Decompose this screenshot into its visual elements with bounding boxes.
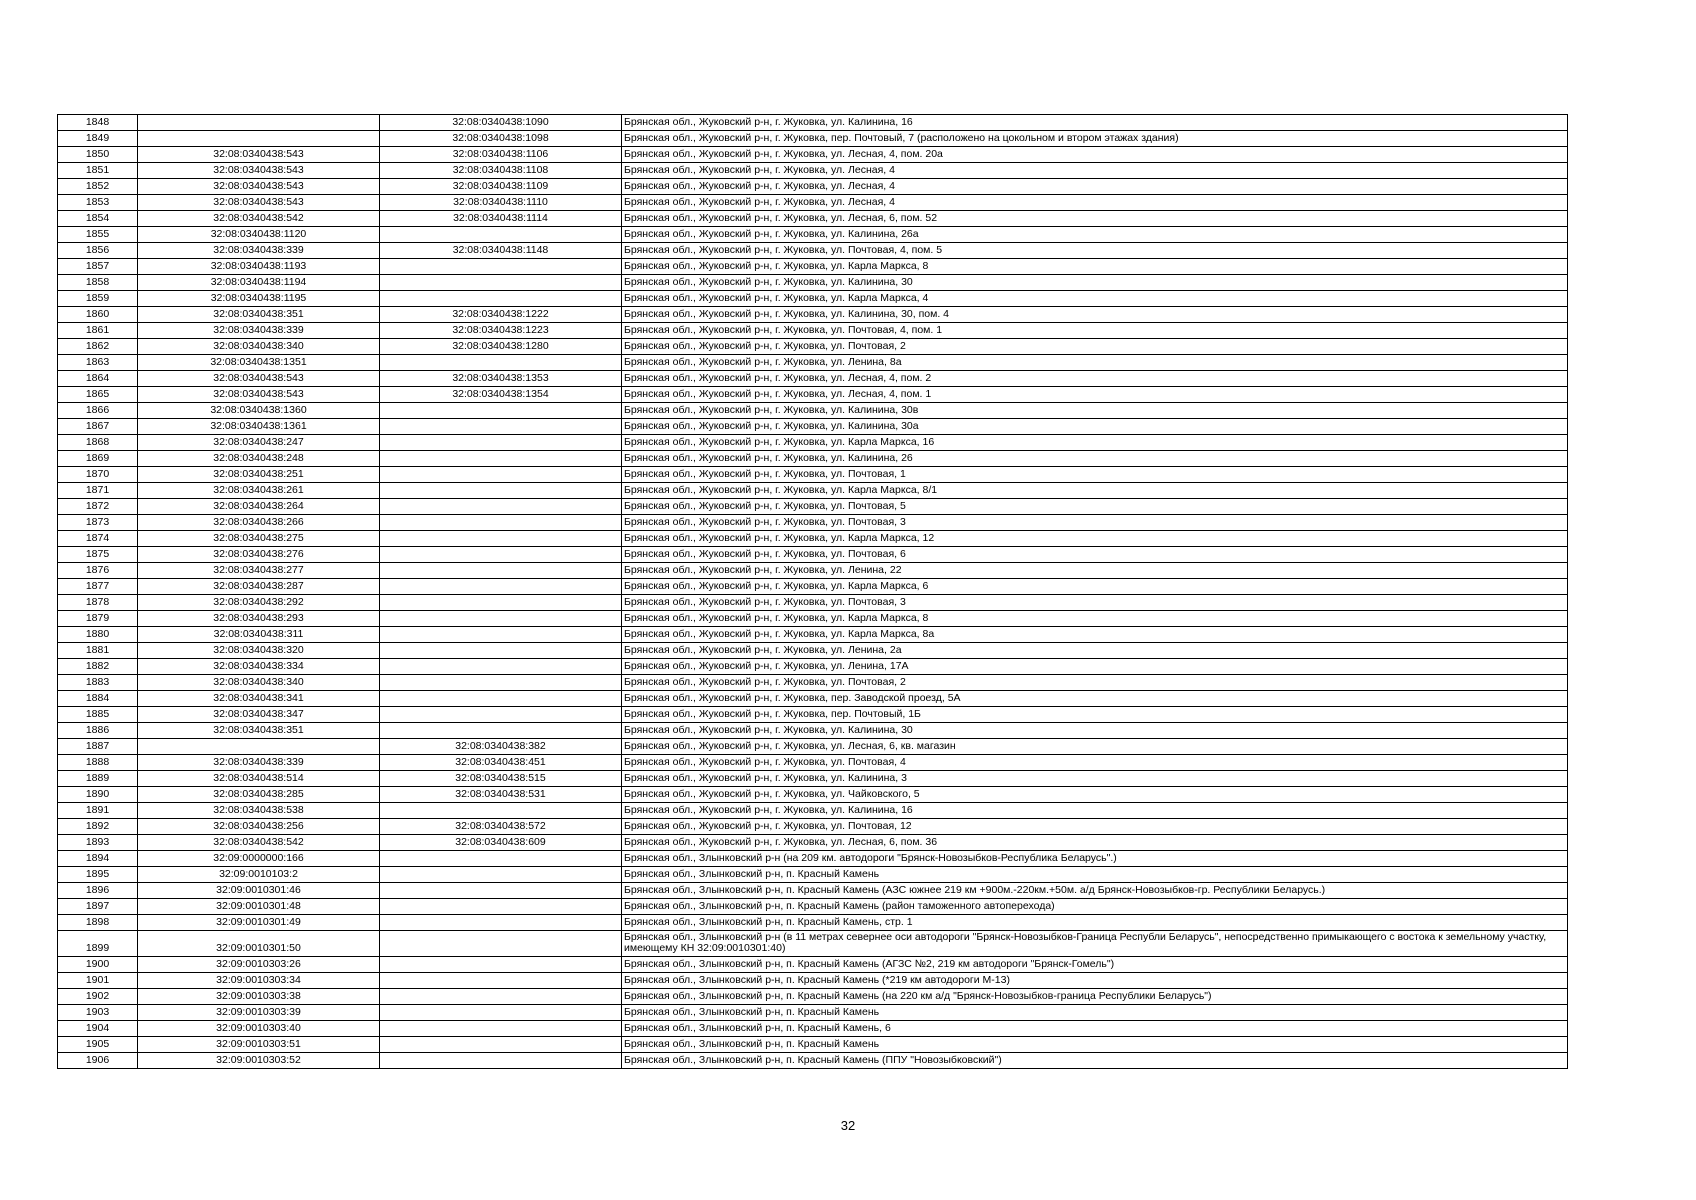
row-number-cell: 1873 [58, 515, 138, 531]
premises-cadastral-number-cell [380, 563, 622, 579]
row-number-cell: 1898 [58, 915, 138, 931]
premises-cadastral-number-cell: 32:08:0340438:1280 [380, 339, 622, 355]
address-cell: Брянская обл., Злынковский р-н, п. Красный Камень (АГЗС №2, 219 км автодороги "Брянск-Гомель") [622, 957, 1568, 973]
premises-cadastral-number-cell [380, 435, 622, 451]
premises-cadastral-number-cell [380, 899, 622, 915]
cadastral-number-cell [138, 131, 380, 147]
table-row [58, 627, 1568, 643]
address-cell: Брянская обл., Жуковский р-н, г. Жуковка, ул. Почтовая, 3 [622, 595, 1568, 611]
cadastral-number-cell: 32:08:0340438:1360 [138, 403, 380, 419]
table-row [58, 275, 1568, 291]
table-row [58, 915, 1568, 931]
row-number-cell: 1848 [58, 115, 138, 131]
cadastral-number-cell [138, 115, 380, 131]
address-cell: Брянская обл., Жуковский р-н, г. Жуковка, ул. Калинина, 26а [622, 227, 1568, 243]
cadastral-number-cell: 32:09:0010103:2 [138, 867, 380, 883]
premises-cadastral-number-cell: 32:08:0340438:1223 [380, 323, 622, 339]
cadastral-number-cell: 32:08:0340438:264 [138, 499, 380, 515]
row-number-cell: 1867 [58, 419, 138, 435]
premises-cadastral-number-cell [380, 275, 622, 291]
premises-cadastral-number-cell [380, 1021, 622, 1037]
premises-cadastral-number-cell [380, 989, 622, 1005]
table-row [58, 931, 1568, 957]
premises-cadastral-number-cell [380, 1005, 622, 1021]
table-row [58, 1037, 1568, 1053]
table-row [58, 973, 1568, 989]
row-number-cell: 1905 [58, 1037, 138, 1053]
row-number-cell: 1865 [58, 387, 138, 403]
row-number-cell: 1864 [58, 371, 138, 387]
premises-cadastral-number-cell [380, 931, 622, 957]
premises-cadastral-number-cell: 32:08:0340438:1090 [380, 115, 622, 131]
premises-cadastral-number-cell [380, 867, 622, 883]
address-cell: Брянская обл., Жуковский р-н, г. Жуковка, ул. Карла Маркса, 8/1 [622, 483, 1568, 499]
premises-cadastral-number-cell [380, 659, 622, 675]
row-number-cell: 1881 [58, 643, 138, 659]
row-number-cell: 1889 [58, 771, 138, 787]
address-cell: Брянская обл., Жуковский р-н, г. Жуковка, пер. Заводской проезд, 5А [622, 691, 1568, 707]
cadastral-number-cell: 32:09:0010301:46 [138, 883, 380, 899]
address-cell: Брянская обл., Жуковский р-н, г. Жуковка, ул. Калинина, 30 [622, 723, 1568, 739]
table-row [58, 989, 1568, 1005]
table-row [58, 1005, 1568, 1021]
cadastral-number-cell: 32:08:0340438:1195 [138, 291, 380, 307]
cadastral-number-cell: 32:08:0340438:1120 [138, 227, 380, 243]
row-number-cell: 1892 [58, 819, 138, 835]
table-row [58, 403, 1568, 419]
cadastral-number-cell: 32:08:0340438:1193 [138, 259, 380, 275]
premises-cadastral-number-cell [380, 803, 622, 819]
premises-cadastral-number-cell [380, 227, 622, 243]
row-number-cell: 1895 [58, 867, 138, 883]
cadastral-number-cell: 32:08:0340438:277 [138, 563, 380, 579]
address-cell: Брянская обл., Жуковский р-н, г. Жуковка, ул. Лесная, 4 [622, 163, 1568, 179]
cadastral-number-cell: 32:08:0340438:251 [138, 467, 380, 483]
table-row [58, 563, 1568, 579]
address-cell: Брянская обл., Жуковский р-н, г. Жуковка, ул. Лесная, 4, пом. 20а [622, 147, 1568, 163]
cadastral-number-cell: 32:09:0010303:51 [138, 1037, 380, 1053]
cadastral-number-cell: 32:08:0340438:334 [138, 659, 380, 675]
table-row [58, 899, 1568, 915]
address-cell: Брянская обл., Жуковский р-н, г. Жуковка, ул. Чайковского, 5 [622, 787, 1568, 803]
cadastral-number-cell: 32:08:0340438:351 [138, 307, 380, 323]
page-number: 32 [840, 1118, 856, 1133]
address-cell: Брянская обл., Жуковский р-н, г. Жуковка, ул. Карла Маркса, 16 [622, 435, 1568, 451]
table-row [58, 227, 1568, 243]
cadastral-number-cell: 32:09:0010303:38 [138, 989, 380, 1005]
premises-cadastral-number-cell: 32:08:0340438:1098 [380, 131, 622, 147]
premises-cadastral-number-cell: 32:08:0340438:1106 [380, 147, 622, 163]
address-cell: Брянская обл., Жуковский р-н, г. Жуковка, ул. Почтовая, 4, пом. 1 [622, 323, 1568, 339]
row-number-cell: 1863 [58, 355, 138, 371]
cadastral-number-cell: 32:08:0340438:543 [138, 195, 380, 211]
premises-cadastral-number-cell [380, 957, 622, 973]
address-cell: Брянская обл., Жуковский р-н, г. Жуковка, ул. Почтовая, 6 [622, 547, 1568, 563]
address-cell: Брянская обл., Жуковский р-н, г. Жуковка, ул. Калинина, 3 [622, 771, 1568, 787]
cadastral-number-cell: 32:08:0340438:538 [138, 803, 380, 819]
cadastral-number-cell: 32:08:0340438:543 [138, 179, 380, 195]
premises-cadastral-number-cell [380, 643, 622, 659]
table-row [58, 435, 1568, 451]
address-cell: Брянская обл., Жуковский р-н, г. Жуковка, ул. Карла Маркса, 8 [622, 611, 1568, 627]
table-row [58, 467, 1568, 483]
cadastral-number-cell: 32:08:0340438:339 [138, 755, 380, 771]
row-number-cell: 1884 [58, 691, 138, 707]
cadastral-number-cell: 32:09:0010301:48 [138, 899, 380, 915]
table-row [58, 371, 1568, 387]
row-number-cell: 1886 [58, 723, 138, 739]
row-number-cell: 1882 [58, 659, 138, 675]
table-row [58, 579, 1568, 595]
row-number-cell: 1900 [58, 957, 138, 973]
premises-cadastral-number-cell: 32:08:0340438:382 [380, 739, 622, 755]
premises-cadastral-number-cell [380, 451, 622, 467]
address-cell: Брянская обл., Жуковский р-н, г. Жуковка, ул. Ленина, 8а [622, 355, 1568, 371]
table-row [58, 787, 1568, 803]
premises-cadastral-number-cell [380, 691, 622, 707]
row-number-cell: 1877 [58, 579, 138, 595]
table-row [58, 691, 1568, 707]
property-table [57, 114, 1568, 1069]
address-cell: Брянская обл., Жуковский р-н, г. Жуковка, ул. Ленина, 22 [622, 563, 1568, 579]
table-row [58, 211, 1568, 227]
cadastral-number-cell: 32:08:0340438:543 [138, 371, 380, 387]
address-cell: Брянская обл., Злынковский р-н, п. Красный Камень, стр. 1 [622, 915, 1568, 931]
premises-cadastral-number-cell [380, 851, 622, 867]
table-row [58, 803, 1568, 819]
table-row [58, 611, 1568, 627]
cadastral-number-cell: 32:09:0010303:40 [138, 1021, 380, 1037]
row-number-cell: 1888 [58, 755, 138, 771]
address-cell: Брянская обл., Жуковский р-н, г. Жуковка, ул. Почтовая, 4, пом. 5 [622, 243, 1568, 259]
row-number-cell: 1891 [58, 803, 138, 819]
row-number-cell: 1887 [58, 739, 138, 755]
table-row [58, 163, 1568, 179]
address-cell: Брянская обл., Жуковский р-н, г. Жуковка, ул. Калинина, 16 [622, 803, 1568, 819]
address-cell: Брянская обл., Жуковский р-н, г. Жуковка, ул. Почтовая, 4 [622, 755, 1568, 771]
row-number-cell: 1857 [58, 259, 138, 275]
premises-cadastral-number-cell [380, 1037, 622, 1053]
row-number-cell: 1906 [58, 1053, 138, 1069]
cadastral-number-cell: 32:08:0340438:543 [138, 387, 380, 403]
premises-cadastral-number-cell: 32:08:0340438:1110 [380, 195, 622, 211]
premises-cadastral-number-cell: 32:08:0340438:1222 [380, 307, 622, 323]
cadastral-number-cell: 32:09:0010303:26 [138, 957, 380, 973]
cadastral-number-cell: 32:08:0340438:339 [138, 243, 380, 259]
premises-cadastral-number-cell: 32:08:0340438:572 [380, 819, 622, 835]
premises-cadastral-number-cell: 32:08:0340438:515 [380, 771, 622, 787]
row-number-cell: 1850 [58, 147, 138, 163]
row-number-cell: 1849 [58, 131, 138, 147]
address-cell: Брянская обл., Жуковский р-н, г. Жуковка, ул. Карла Маркса, 8 [622, 259, 1568, 275]
premises-cadastral-number-cell [380, 259, 622, 275]
premises-cadastral-number-cell: 32:08:0340438:1353 [380, 371, 622, 387]
cadastral-number-cell: 32:08:0340438:320 [138, 643, 380, 659]
table-row [58, 867, 1568, 883]
table-row [58, 835, 1568, 851]
cadastral-number-cell: 32:09:0010303:52 [138, 1053, 380, 1069]
address-cell: Брянская обл., Жуковский р-н, г. Жуковка, ул. Калинина, 30а [622, 419, 1568, 435]
address-cell: Брянская обл., Злынковский р-н, п. Красный Камень (район таможенного автоперехода) [622, 899, 1568, 915]
address-cell: Брянская обл., Злынковский р-н, п. Красный Камень [622, 1005, 1568, 1021]
row-number-cell: 1854 [58, 211, 138, 227]
cadastral-number-cell: 32:08:0340438:276 [138, 547, 380, 563]
row-number-cell: 1879 [58, 611, 138, 627]
premises-cadastral-number-cell: 32:08:0340438:531 [380, 787, 622, 803]
cadastral-number-cell: 32:08:0340438:1351 [138, 355, 380, 371]
premises-cadastral-number-cell [380, 467, 622, 483]
row-number-cell: 1890 [58, 787, 138, 803]
premises-cadastral-number-cell: 32:08:0340438:1109 [380, 179, 622, 195]
address-cell: Брянская обл., Жуковский р-н, г. Жуковка, пер. Почтовый, 1Б [622, 707, 1568, 723]
row-number-cell: 1862 [58, 339, 138, 355]
table-row [58, 707, 1568, 723]
premises-cadastral-number-cell [380, 723, 622, 739]
cadastral-number-cell: 32:09:0000000:166 [138, 851, 380, 867]
table-row [58, 259, 1568, 275]
table-row [58, 771, 1568, 787]
cadastral-number-cell: 32:08:0340438:542 [138, 211, 380, 227]
premises-cadastral-number-cell [380, 595, 622, 611]
address-cell: Брянская обл., Жуковский р-н, г. Жуковка, ул. Лесная, 6, пом. 36 [622, 835, 1568, 851]
table-row [58, 131, 1568, 147]
row-number-cell: 1858 [58, 275, 138, 291]
row-number-cell: 1894 [58, 851, 138, 867]
cadastral-number-cell: 32:08:0340438:543 [138, 163, 380, 179]
row-number-cell: 1853 [58, 195, 138, 211]
premises-cadastral-number-cell [380, 291, 622, 307]
table-row [58, 147, 1568, 163]
address-cell: Брянская обл., Жуковский р-н, г. Жуковка, ул. Лесная, 4, пом. 2 [622, 371, 1568, 387]
address-cell: Брянская обл., Жуковский р-н, г. Жуковка, ул. Почтовая, 2 [622, 675, 1568, 691]
address-cell: Брянская обл., Жуковский р-н, г. Жуковка, ул. Ленина, 17А [622, 659, 1568, 675]
table-row [58, 755, 1568, 771]
table-row [58, 419, 1568, 435]
table-row [58, 675, 1568, 691]
table-row [58, 243, 1568, 259]
address-cell: Брянская обл., Жуковский р-н, г. Жуковка, ул. Калинина, 16 [622, 115, 1568, 131]
table-row [58, 355, 1568, 371]
premises-cadastral-number-cell [380, 579, 622, 595]
table-row [58, 499, 1568, 515]
table-row [58, 115, 1568, 131]
cadastral-number-cell: 32:09:0010301:50 [138, 931, 380, 957]
address-cell: Брянская обл., Злынковский р-н, п. Красный Камень, 6 [622, 1021, 1568, 1037]
premises-cadastral-number-cell [380, 915, 622, 931]
table-row [58, 1053, 1568, 1069]
address-cell: Брянская обл., Злынковский р-н, п. Красный Камень (*219 км автодороги М-13) [622, 973, 1568, 989]
row-number-cell: 1868 [58, 435, 138, 451]
table-body [58, 115, 1568, 1069]
cadastral-number-cell: 32:08:0340438:247 [138, 435, 380, 451]
address-cell: Брянская обл., Жуковский р-н, г. Жуковка, ул. Ленина, 2а [622, 643, 1568, 659]
table-row [58, 595, 1568, 611]
cadastral-number-cell: 32:08:0340438:275 [138, 531, 380, 547]
table-row [58, 739, 1568, 755]
cadastral-number-cell: 32:08:0340438:285 [138, 787, 380, 803]
address-cell: Брянская обл., Злынковский р-н (в 11 метрах севернее оси автодороги "Брянск-Новозыбков-Граница Республи Беларусь", непосредственно примыкающего с востока к земельному участку, имеющему КН 32:09:0010301:40) [622, 931, 1568, 957]
cadastral-number-cell: 32:09:0010301:49 [138, 915, 380, 931]
table-row [58, 195, 1568, 211]
table-row [58, 851, 1568, 867]
premises-cadastral-number-cell [380, 419, 622, 435]
address-cell: Брянская обл., Жуковский р-н, г. Жуковка, ул. Почтовая, 1 [622, 467, 1568, 483]
row-number-cell: 1901 [58, 973, 138, 989]
address-cell: Брянская обл., Жуковский р-н, г. Жуковка, ул. Лесная, 4, пом. 1 [622, 387, 1568, 403]
row-number-cell: 1870 [58, 467, 138, 483]
address-cell: Брянская обл., Злынковский р-н, п. Красный Камень (АЗС южнее 219 км +900м.-220км.+50м. а/д Брянск-Новозыбков-гр. Республики Беларусь.) [622, 883, 1568, 899]
cadastral-number-cell: 32:08:0340438:341 [138, 691, 380, 707]
address-cell: Брянская обл., Злынковский р-н, п. Красный Камень [622, 867, 1568, 883]
row-number-cell: 1861 [58, 323, 138, 339]
premises-cadastral-number-cell: 32:08:0340438:1148 [380, 243, 622, 259]
premises-cadastral-number-cell [380, 531, 622, 547]
row-number-cell: 1902 [58, 989, 138, 1005]
row-number-cell: 1880 [58, 627, 138, 643]
table-row [58, 291, 1568, 307]
row-number-cell: 1897 [58, 899, 138, 915]
premises-cadastral-number-cell [380, 515, 622, 531]
cadastral-number-cell: 32:08:0340438:287 [138, 579, 380, 595]
premises-cadastral-number-cell [380, 483, 622, 499]
row-number-cell: 1860 [58, 307, 138, 323]
table-row [58, 659, 1568, 675]
address-cell: Брянская обл., Жуковский р-н, г. Жуковка, ул. Калинина, 30 [622, 275, 1568, 291]
table-row [58, 515, 1568, 531]
cadastral-number-cell: 32:08:0340438:248 [138, 451, 380, 467]
address-cell: Брянская обл., Злынковский р-н, п. Красный Камень [622, 1037, 1568, 1053]
row-number-cell: 1872 [58, 499, 138, 515]
premises-cadastral-number-cell [380, 627, 622, 643]
cadastral-number-cell: 32:08:0340438:1361 [138, 419, 380, 435]
cadastral-number-cell [138, 739, 380, 755]
table-row [58, 451, 1568, 467]
cadastral-number-cell: 32:08:0340438:351 [138, 723, 380, 739]
row-number-cell: 1878 [58, 595, 138, 611]
table-row [58, 323, 1568, 339]
cadastral-number-cell: 32:08:0340438:293 [138, 611, 380, 627]
table-row [58, 883, 1568, 899]
row-number-cell: 1903 [58, 1005, 138, 1021]
row-number-cell: 1856 [58, 243, 138, 259]
cadastral-number-cell: 32:08:0340438:311 [138, 627, 380, 643]
premises-cadastral-number-cell [380, 973, 622, 989]
address-cell: Брянская обл., Жуковский р-н, г. Жуковка, ул. Почтовая, 5 [622, 499, 1568, 515]
address-cell: Брянская обл., Жуковский р-н, г. Жуковка, ул. Карла Маркса, 4 [622, 291, 1568, 307]
table-row [58, 483, 1568, 499]
address-cell: Брянская обл., Жуковский р-н, г. Жуковка, пер. Почтовый, 7 (расположено на цокольном и втором этажах здания) [622, 131, 1568, 147]
row-number-cell: 1896 [58, 883, 138, 899]
premises-cadastral-number-cell: 32:08:0340438:609 [380, 835, 622, 851]
table-row [58, 179, 1568, 195]
table-row [58, 387, 1568, 403]
table-row [58, 547, 1568, 563]
table-row [58, 339, 1568, 355]
row-number-cell: 1871 [58, 483, 138, 499]
row-number-cell: 1875 [58, 547, 138, 563]
address-cell: Брянская обл., Злынковский р-н, п. Красный Камень (ППУ "Новозыбковский") [622, 1053, 1568, 1069]
table-row [58, 1021, 1568, 1037]
address-cell: Брянская обл., Жуковский р-н, г. Жуковка, ул. Лесная, 6, кв. магазин [622, 739, 1568, 755]
cadastral-number-cell: 32:08:0340438:292 [138, 595, 380, 611]
premises-cadastral-number-cell [380, 883, 622, 899]
cadastral-number-cell: 32:08:0340438:261 [138, 483, 380, 499]
address-cell: Брянская обл., Жуковский р-н, г. Жуковка, ул. Калинина, 30в [622, 403, 1568, 419]
cadastral-number-cell: 32:08:0340438:339 [138, 323, 380, 339]
cadastral-number-cell: 32:08:0340438:266 [138, 515, 380, 531]
cadastral-number-cell: 32:08:0340438:542 [138, 835, 380, 851]
address-cell: Брянская обл., Жуковский р-н, г. Жуковка, ул. Лесная, 6, пом. 52 [622, 211, 1568, 227]
address-cell: Брянская обл., Жуковский р-н, г. Жуковка, ул. Лесная, 4 [622, 179, 1568, 195]
cadastral-number-cell: 32:08:0340438:340 [138, 339, 380, 355]
premises-cadastral-number-cell: 32:08:0340438:1114 [380, 211, 622, 227]
table-row [58, 531, 1568, 547]
address-cell: Брянская обл., Жуковский р-н, г. Жуковка, ул. Карла Маркса, 8а [622, 627, 1568, 643]
address-cell: Брянская обл., Жуковский р-н, г. Жуковка, ул. Лесная, 4 [622, 195, 1568, 211]
address-cell: Брянская обл., Жуковский р-н, г. Жуковка, ул. Почтовая, 12 [622, 819, 1568, 835]
table-row [58, 957, 1568, 973]
premises-cadastral-number-cell [380, 675, 622, 691]
cadastral-number-cell: 32:08:0340438:1194 [138, 275, 380, 291]
table-row [58, 307, 1568, 323]
row-number-cell: 1883 [58, 675, 138, 691]
table-row [58, 819, 1568, 835]
table-row [58, 723, 1568, 739]
row-number-cell: 1904 [58, 1021, 138, 1037]
premises-cadastral-number-cell: 32:08:0340438:1108 [380, 163, 622, 179]
premises-cadastral-number-cell: 32:08:0340438:451 [380, 755, 622, 771]
row-number-cell: 1852 [58, 179, 138, 195]
row-number-cell: 1855 [58, 227, 138, 243]
row-number-cell: 1899 [58, 931, 138, 957]
row-number-cell: 1869 [58, 451, 138, 467]
premises-cadastral-number-cell [380, 499, 622, 515]
address-cell: Брянская обл., Жуковский р-н, г. Жуковка, ул. Почтовая, 3 [622, 515, 1568, 531]
table-row [58, 643, 1568, 659]
address-cell: Брянская обл., Жуковский р-н, г. Жуковка, ул. Карла Маркса, 12 [622, 531, 1568, 547]
row-number-cell: 1893 [58, 835, 138, 851]
row-number-cell: 1866 [58, 403, 138, 419]
address-cell: Брянская обл., Злынковский р-н, п. Красный Камень (на 220 км а/д "Брянск-Новозыбков-граница Республики Беларусь") [622, 989, 1568, 1005]
row-number-cell: 1876 [58, 563, 138, 579]
premises-cadastral-number-cell [380, 355, 622, 371]
premises-cadastral-number-cell [380, 707, 622, 723]
row-number-cell: 1859 [58, 291, 138, 307]
address-cell: Брянская обл., Злынковский р-н (на 209 км. автодороги "Брянск-Новозыбков-Республика Беларусь".) [622, 851, 1568, 867]
premises-cadastral-number-cell [380, 611, 622, 627]
cadastral-number-cell: 32:08:0340438:340 [138, 675, 380, 691]
row-number-cell: 1874 [58, 531, 138, 547]
cadastral-number-cell: 32:08:0340438:543 [138, 147, 380, 163]
cadastral-number-cell: 32:08:0340438:514 [138, 771, 380, 787]
address-cell: Брянская обл., Жуковский р-н, г. Жуковка, ул. Калинина, 30, пом. 4 [622, 307, 1568, 323]
cadastral-number-cell: 32:08:0340438:256 [138, 819, 380, 835]
cadastral-number-cell: 32:09:0010303:39 [138, 1005, 380, 1021]
address-cell: Брянская обл., Жуковский р-н, г. Жуковка, ул. Калинина, 26 [622, 451, 1568, 467]
address-cell: Брянская обл., Жуковский р-н, г. Жуковка, ул. Карла Маркса, 6 [622, 579, 1568, 595]
row-number-cell: 1851 [58, 163, 138, 179]
cadastral-number-cell: 32:08:0340438:347 [138, 707, 380, 723]
cadastral-number-cell: 32:09:0010303:34 [138, 973, 380, 989]
premises-cadastral-number-cell [380, 1053, 622, 1069]
premises-cadastral-number-cell [380, 547, 622, 563]
premises-cadastral-number-cell: 32:08:0340438:1354 [380, 387, 622, 403]
address-cell: Брянская обл., Жуковский р-н, г. Жуковка, ул. Почтовая, 2 [622, 339, 1568, 355]
row-number-cell: 1885 [58, 707, 138, 723]
premises-cadastral-number-cell [380, 403, 622, 419]
